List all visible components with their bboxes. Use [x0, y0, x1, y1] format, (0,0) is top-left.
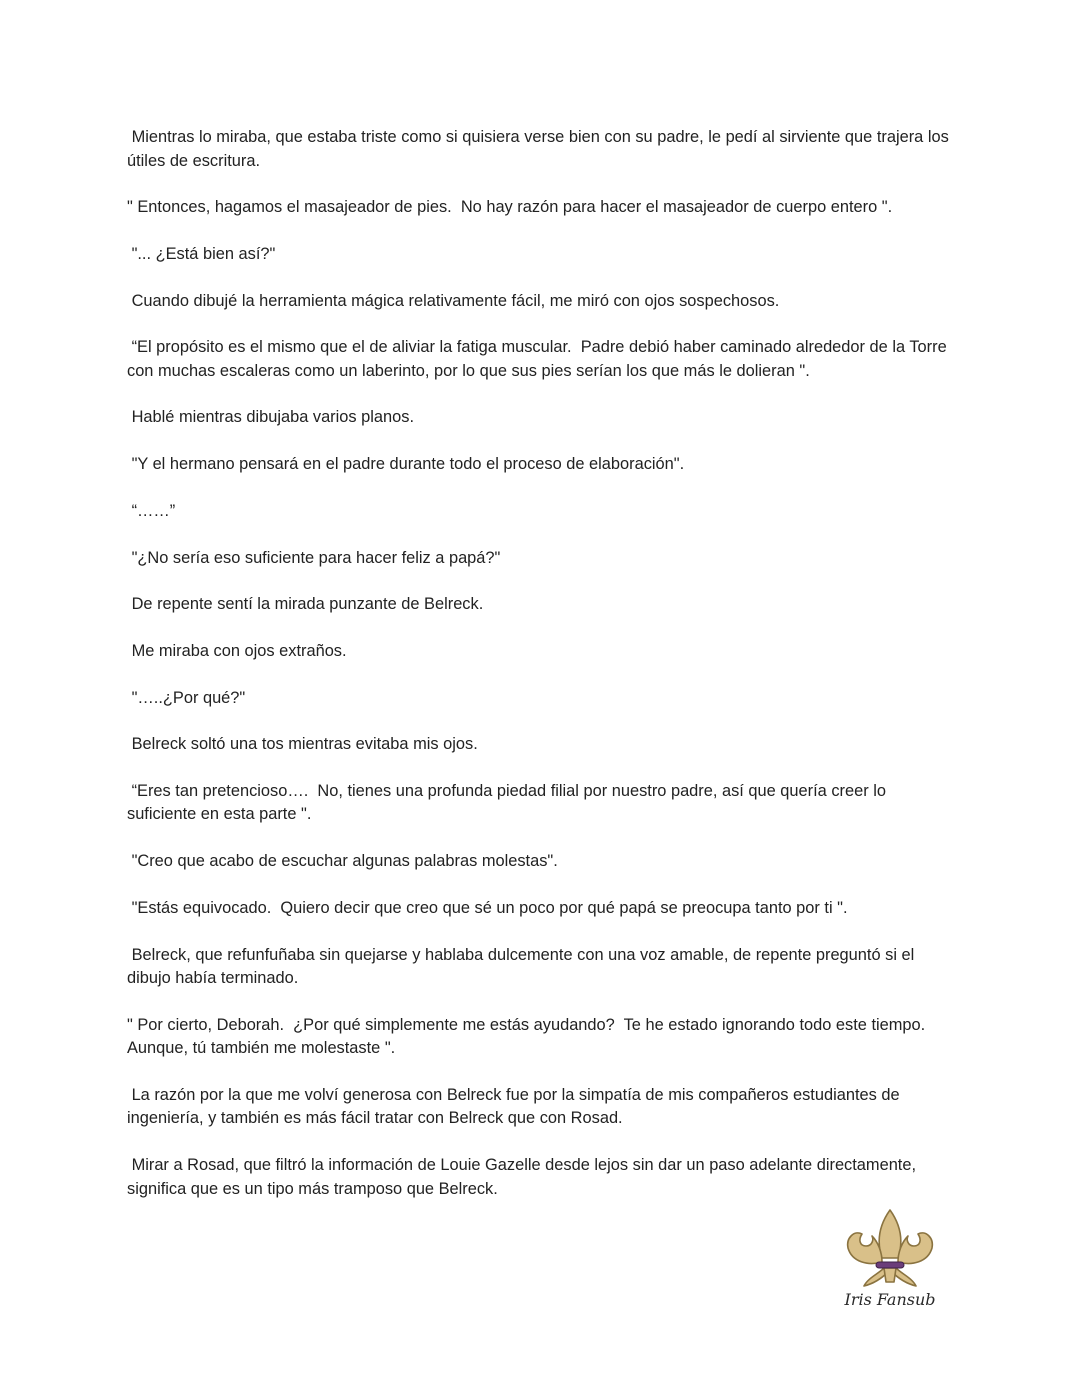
paragraph: Mientras lo miraba, que estaba triste como si quisiera verse bien con su padre, le pedí al sirviente que trajera los útiles de escritura.	[127, 128, 954, 170]
document-body	[127, 126, 957, 1224]
paragraph: “Eres tan pretencioso…. No, tienes una profunda piedad filial por nuestro padre, así que quería creer lo suficiente en esta parte ".	[127, 781, 891, 824]
paragraph: Me miraba con ojos extraños.	[127, 641, 347, 660]
paragraph: La razón por la que me volví generosa con Belreck fue por la simpatía de mis compañeros estudiantes de ingeniería, y también es más fácil tratar con Belreck que con Rosad.	[127, 1085, 905, 1128]
paragraph: "Y el hermano pensará en el padre durante todo el proceso de elaboración".	[127, 455, 685, 474]
paragraph: Hablé mientras dibujaba varios planos.	[127, 408, 415, 427]
logo-text: Iris Fansub	[844, 1290, 936, 1309]
paragraph: Cuando dibujé la herramienta mágica relativamente fácil, me miró con ojos sospechosos.	[127, 291, 780, 310]
paragraph: Mirar a Rosad, que filtró la información de Louie Gazelle desde lejos sin dar un paso adelante directamente, significa que es un tipo más tramposo que Belreck.	[127, 1156, 921, 1198]
paragraph: "…..¿Por qué?"	[127, 688, 246, 707]
paragraph: "Creo que acabo de escuchar algunas palabras molestas".	[127, 852, 558, 871]
paragraph: "Estás equivocado. Quiero decir que creo que sé un poco por qué papá se preocupa tanto por ti ".	[127, 898, 848, 917]
paragraph: Belreck, que refunfuñaba sin quejarse y hablaba dulcemente con una voz amable, de repente preguntó si el dibujo había terminado.	[127, 945, 919, 987]
paragraph: De repente sentí la mirada punzante de Belreck.	[127, 595, 484, 614]
iris-fansub-logo	[838, 1206, 942, 1318]
paragraph: "... ¿Está bien así?"	[127, 244, 276, 263]
paragraph: " Por cierto, Deborah. ¿Por qué simplemente me estás ayudando? Te he estado ignorando todo este tiempo. Aunque, tú también me molestaste ".	[127, 1015, 934, 1058]
paragraph: "¿No sería eso suficiente para hacer feliz a papá?"	[127, 548, 501, 567]
paragraph: " Entonces, hagamos el masajeador de pies. No hay razón para hacer el masajeador de cuerpo entero ".	[127, 198, 893, 217]
paragraph: “El propósito es el mismo que el de aliviar la fatiga muscular. Padre debió haber caminado alrededor de la Torre con muchas escaleras como un laberinto, por lo que sus pies serían los que más le dolieran ".	[127, 338, 952, 380]
paragraph: Belreck soltó una tos mientras evitaba mis ojos.	[127, 735, 478, 754]
paragraph: “……”	[127, 501, 176, 520]
fleur-de-lis-icon	[838, 1206, 942, 1290]
